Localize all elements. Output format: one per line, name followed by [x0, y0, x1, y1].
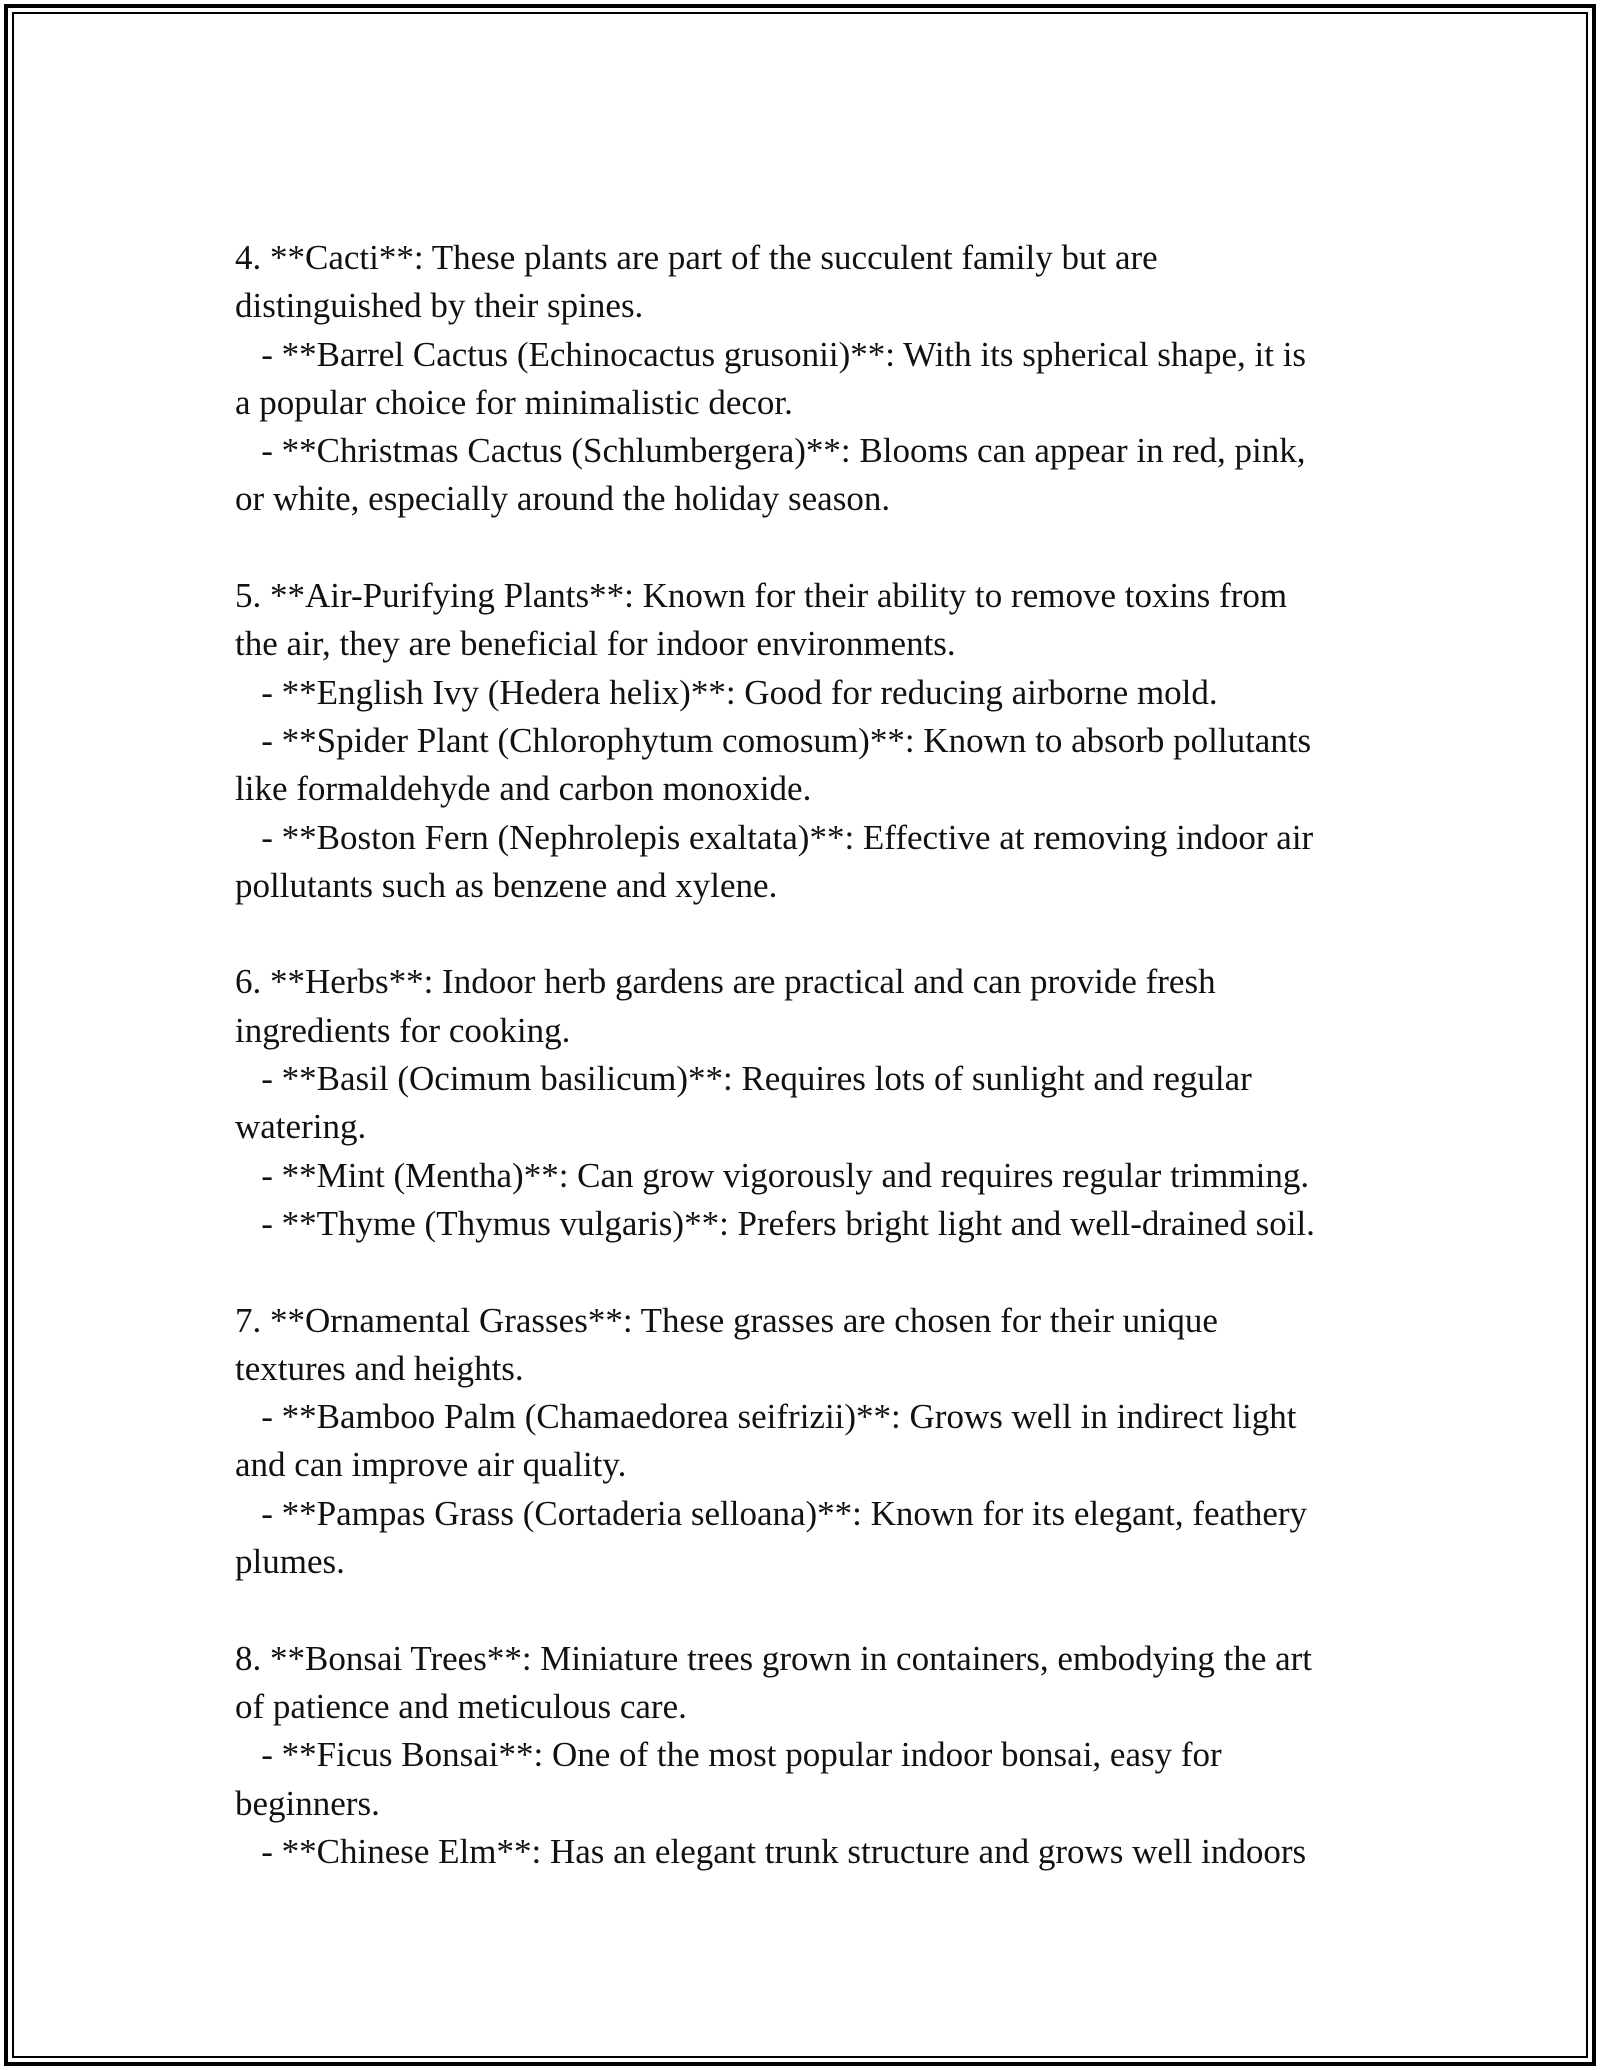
text-line: the air, they are beneficial for indoor environments. — [235, 624, 956, 664]
text-line: - **Bamboo Palm (Chamaedorea seifrizii)**: Grows well in indirect light — [235, 1397, 1297, 1437]
text-line: - **English Ivy (Hedera helix)**: Good for reducing airborne mold. — [235, 672, 1218, 712]
text-line: pollutants such as benzene and xylene. — [235, 865, 778, 905]
text-line: and can improve air quality. — [235, 1445, 627, 1485]
text-line: or white, especially around the holiday season. — [235, 479, 891, 519]
text-line: - **Boston Fern (Nephrolepis exaltata)**: Effective at removing indoor air — [235, 817, 1314, 857]
text-line: plumes. — [235, 1542, 345, 1582]
text-line: - **Spider Plant (Chlorophytum comosum)**: Known to absorb pollutants — [235, 720, 1312, 760]
text-line: beginners. — [235, 1783, 380, 1823]
text-line: - **Barrel Cactus (Echinocactus grusonii)**: With its spherical shape, it is — [235, 334, 1307, 374]
text-line: 8. **Bonsai Trees**: Miniature trees grown in containers, embodying the art — [235, 1638, 1313, 1678]
paragraph-spacer — [235, 910, 1385, 958]
text-line: 7. **Ornamental Grasses**: These grasses are chosen for their unique — [235, 1300, 1218, 1340]
text-line: - **Ficus Bonsai**: One of the most popular indoor bonsai, easy for — [235, 1735, 1222, 1775]
text-line: watering. — [235, 1107, 367, 1147]
paragraph-spacer — [235, 1586, 1385, 1634]
text-line: like formaldehyde and carbon monoxide. — [235, 769, 812, 809]
text-line: - **Basil (Ocimum basilicum)**: Requires lots of sunlight and regular — [235, 1059, 1252, 1099]
paragraph-spacer — [235, 1248, 1385, 1296]
text-line: 5. **Air-Purifying Plants**: Known for their ability to remove toxins from — [235, 576, 1288, 616]
text-line: - **Pampas Grass (Cortaderia selloana)**: Known for its elegant, feathery — [235, 1493, 1308, 1533]
document-body — [235, 234, 1385, 1876]
text-line: - **Mint (Mentha)**: Can grow vigorously and requires regular trimming. — [235, 1155, 1310, 1195]
text-line: textures and heights. — [235, 1348, 524, 1388]
text-line: ingredients for cooking. — [235, 1010, 571, 1050]
text-line: 6. **Herbs**: Indoor herb gardens are practical and can provide fresh — [235, 962, 1216, 1002]
text-line: - **Chinese Elm**: Has an elegant trunk structure and grows well indoors — [235, 1831, 1307, 1871]
text-line: - **Christmas Cactus (Schlumbergera)**: Blooms can appear in red, pink, — [235, 431, 1306, 471]
text-line: a popular choice for minimalistic decor. — [235, 382, 793, 422]
text-line: of patience and meticulous care. — [235, 1686, 687, 1726]
paragraph-spacer — [235, 524, 1385, 572]
text-line: 4. **Cacti**: These plants are part of the succulent family but are — [235, 238, 1158, 277]
text-line: - **Thyme (Thymus vulgaris)**: Prefers bright light and well-drained soil. — [235, 1203, 1315, 1243]
text-line: distinguished by their spines. — [235, 286, 644, 326]
